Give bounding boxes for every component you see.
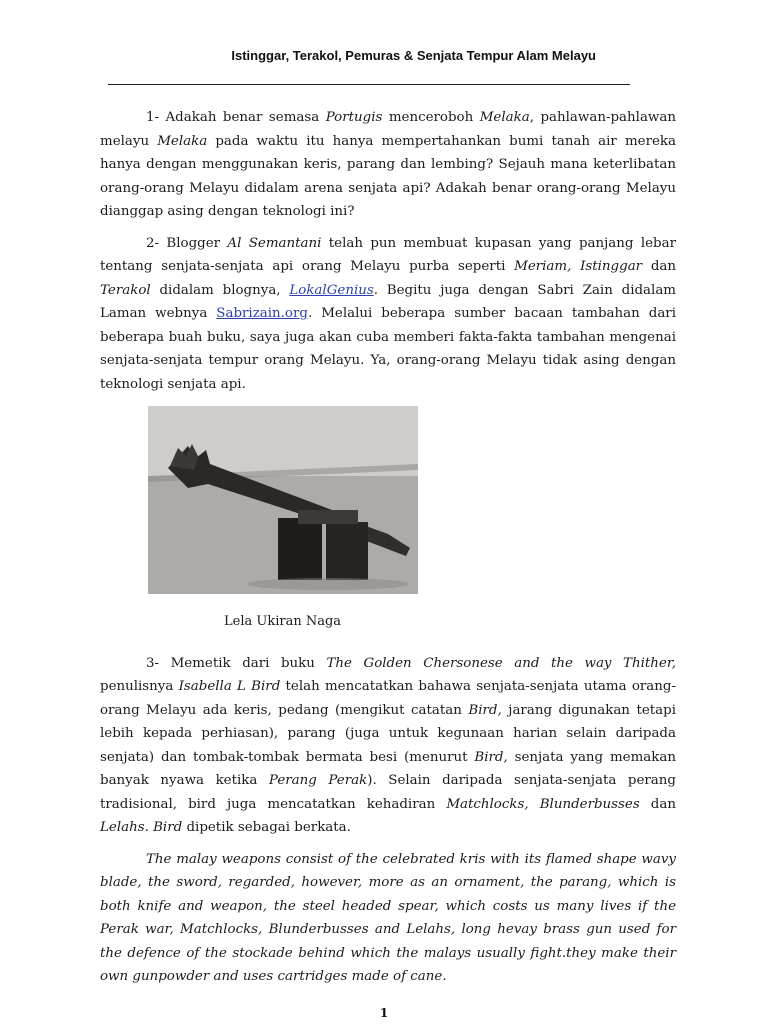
support-block-right — [326, 522, 368, 580]
italic-run: Lelahs. Bird — [100, 820, 183, 835]
document-body — [100, 106, 676, 989]
text-run: ). Selain daripada senjata-senjata perang tradisional, bird juga mencatatkan kehadiran — [100, 773, 676, 812]
text-run: senjata yang memakan banyak nyawa ketika — [100, 749, 676, 788]
text-run: . Begitu juga dengan Sabri Zain didalam Laman webnya — [100, 282, 676, 321]
italic-run: Terakol — [100, 282, 151, 298]
text-run: dan — [639, 796, 676, 812]
cannon-photo — [148, 406, 418, 594]
paragraph-1 — [100, 106, 676, 224]
support-cap — [298, 510, 358, 524]
bird-quote: The malay weapons consist of the celebrated kris with its flamed shape wavy blade, the sword, regarded, however, more as an ornament, the parang, which is both knife and weapon, the steel headed spear, which costs us many lives if the Perak war, Matchlocks, Blunderbusses and Lelahs, long hevay brass gun used for the defence of the stockade behind which the malays usually fight.they make their own gunpowder and uses cartridges made of cane. — [100, 851, 676, 984]
header-divider — [108, 84, 630, 85]
italic-run: Melaka — [479, 110, 530, 125]
italic-run: Isabella L Bird — [178, 679, 281, 694]
italic-run: Al Semantani — [227, 235, 322, 251]
italic-run: Perang Perak — [268, 773, 368, 788]
lela-cannon-illustration — [148, 406, 418, 594]
text-run: jarang digunakan tetapi lebih kepada perhiasan), parang (juga untuk kegunaan harian selain daripada senjata) dan tombak-tombak bermata besi (menurut — [100, 702, 676, 765]
page-number: 1 — [379, 1006, 389, 1020]
text-run: 1- Adakah benar semasa — [146, 110, 326, 125]
floor-shadow — [248, 578, 408, 590]
text-run: telah mencatatkan bahawa senjata-senjata utama orang-orang Melayu ada keris, pedang (mengikut catatan — [100, 679, 676, 718]
italic-run: Meriam, Istinggar — [514, 259, 643, 274]
italic-run: Portugis — [325, 110, 383, 125]
text-run: 2- Blogger — [146, 235, 228, 251]
sabrizain-link[interactable]: Sabrizain.org — [216, 306, 308, 321]
text-run: dan — [642, 259, 677, 274]
text-run: , pahlawan-pahlawan melayu — [100, 110, 676, 149]
lokalgenius-link[interactable]: LokalGenius — [289, 282, 374, 298]
italic-run: Melaka — [157, 133, 208, 149]
figure-caption: Lela Ukiran Naga — [224, 614, 342, 629]
text-run: 3- Memetik dari buku — [146, 655, 327, 671]
italic-run: Bird, — [474, 749, 508, 765]
text-run: dipetik sebagai berkata. — [182, 820, 351, 835]
paragraph-2 — [100, 232, 676, 397]
italic-run: Matchlocks, Blunderbusses — [446, 796, 640, 812]
text-run: telah pun membuat kupasan yang panjang lebar tentang senjata-senjata api orang Melayu purba seperti — [100, 235, 676, 274]
paragraph-3 — [100, 652, 676, 840]
text-run: pada waktu itu hanya mempertahankan bumi tanah air mereka hanya dengan menggunakan keris, parang dan lembing? Sejauh mana keterlibatan orang-orang Melayu didalam arena senjata api? Adakah benar orang-orang Melayu dianggap asing dengan teknologi ini? — [100, 133, 676, 219]
text-run: didalam blognya, — [150, 282, 290, 298]
text-run: . Melalui beberapa sumber bacaan tambahan dari beberapa buah buku, saya juga akan cuba memberi fakta-fakta tambahan mengenai senjata-senjata tempur orang Melayu. Ya, orang-orang Melayu tidak asing dengan teknologi senjata api. — [100, 306, 676, 392]
support-block-left — [278, 518, 322, 580]
page-title: Istinggar, Terakol, Pemuras & Senjata Tempur Alam Melayu — [231, 48, 596, 63]
text-run: penulisnya — [100, 679, 179, 694]
italic-run: Bird, — [468, 702, 502, 718]
text-run: menceroboh — [382, 110, 480, 125]
italic-run: The Golden Chersonese and the way Thither, — [326, 655, 677, 671]
